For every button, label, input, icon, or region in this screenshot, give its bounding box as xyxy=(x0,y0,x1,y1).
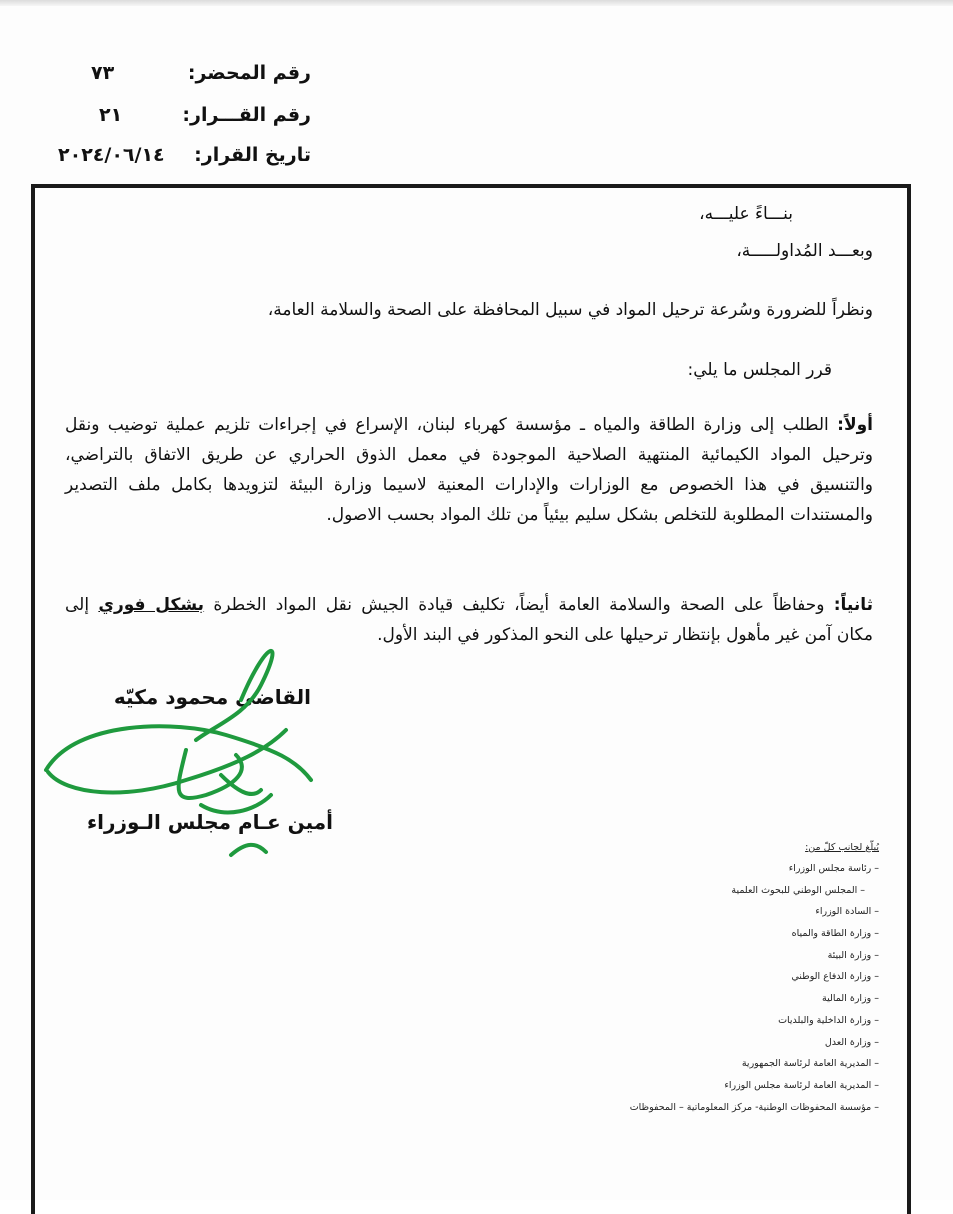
clause-first-line: والتنسيق في هذا الخصوص مع الوزارات والإدارات المعنية لاسيما وزارة البيئة لتزويدها بكامل ملف التصدير xyxy=(65,475,873,495)
distribution-item: – وزارة العدل xyxy=(824,1036,879,1048)
after-deliberation-text: وبعـــد المُداولـــــة، xyxy=(736,241,873,261)
based-on-text: بنـــاءً عليـــه، xyxy=(699,204,793,224)
decision-number-row xyxy=(51,104,311,136)
record-number-value: ٧٣ xyxy=(91,62,115,84)
distribution-item: – رئاسة مجلس الوزراء xyxy=(788,863,879,874)
considering-text: ونظراً للضرورة وسُرعة ترحيل المواد في سبيل المحافظة على الصحة والسلامة العامة، xyxy=(267,300,873,320)
clause-second-emphasis: بشكل فوري xyxy=(98,595,205,615)
clause-first-label: أولاً: xyxy=(837,415,873,435)
decision-date-label: تاريخ القرار: xyxy=(194,144,311,166)
handwritten-signature xyxy=(36,630,336,860)
distribution-item: – وزارة المالية xyxy=(822,993,879,1005)
distribution-item: – مؤسسة المحفوظات الوطنية- مركز المعلوماتية – المحفوظات xyxy=(629,1101,879,1113)
clause-first-line: وترحيل المواد الكيمائية المنتهية الصلاحية الموجودة في معمل الذوق الحراري عن طريق الاتفاق بالتراضي، xyxy=(65,445,873,465)
distribution-item: – وزارة البيئة xyxy=(827,949,879,961)
clause-second-line xyxy=(65,590,873,620)
clause-second-text-end: إلى xyxy=(65,595,90,615)
clause-first-line: والمستندات المطلوبة للتخلص بشكل سليم بيئياً من تلك المواد بحسب الاصول. xyxy=(326,505,873,525)
clause-second-text: وحفاظاً على الصحة والسلامة العامة أيضاً، تكليف قيادة الجيش نقل المواد الخطرة xyxy=(213,595,825,615)
clause-first-text: الطلب إلى وزارة الطاقة والمياه ـ مؤسسة كهرباء لبنان، الإسراع في إجراءات تلزيم عملية توضيب ونقل xyxy=(65,415,829,435)
signatory-name: القاضي محمود مكيّه xyxy=(113,685,311,709)
decision-date-value: ٢٠٢٤/٠٦/١٤ xyxy=(58,144,165,166)
distribution-item: – المديرية العامة لرئاسة الجمهورية xyxy=(741,1058,879,1070)
distribution-list xyxy=(619,842,879,1118)
decision-number-label: رقم القـــرار: xyxy=(182,104,311,126)
council-decided-text: قرر المجلس ما يلي: xyxy=(687,360,832,380)
clause-first xyxy=(65,410,873,530)
signatory-title: أمين عـام مجلس الـوزراء xyxy=(86,810,333,834)
decision-number-value: ٢١ xyxy=(99,104,123,126)
clause-second-line: مكان آمن غير مأهول بإنتظار ترحيلها على النحو المذكور في البند الأول. xyxy=(377,625,873,645)
distribution-item: – المجلس الوطني للبحوث العلمية xyxy=(731,884,865,896)
distribution-item: – السادة الوزراء xyxy=(815,906,879,918)
distribution-item: – المديرية العامة لرئاسة مجلس الوزراء xyxy=(724,1079,879,1091)
distribution-item: – وزارة الطاقة والمياه xyxy=(791,928,879,940)
record-number-row xyxy=(51,62,311,94)
distribution-title: يُبلّغ لجانب كلّ من: xyxy=(805,842,879,853)
record-number-label: رقم المحضر: xyxy=(187,62,311,84)
distribution-item: – وزارة الداخلية والبلديات xyxy=(778,1014,879,1026)
clause-first-line xyxy=(65,410,873,440)
clause-second-label: ثانياً: xyxy=(833,595,874,615)
page-top-edge xyxy=(0,0,953,6)
distribution-item: – وزارة الدفاع الوطني xyxy=(791,971,879,983)
